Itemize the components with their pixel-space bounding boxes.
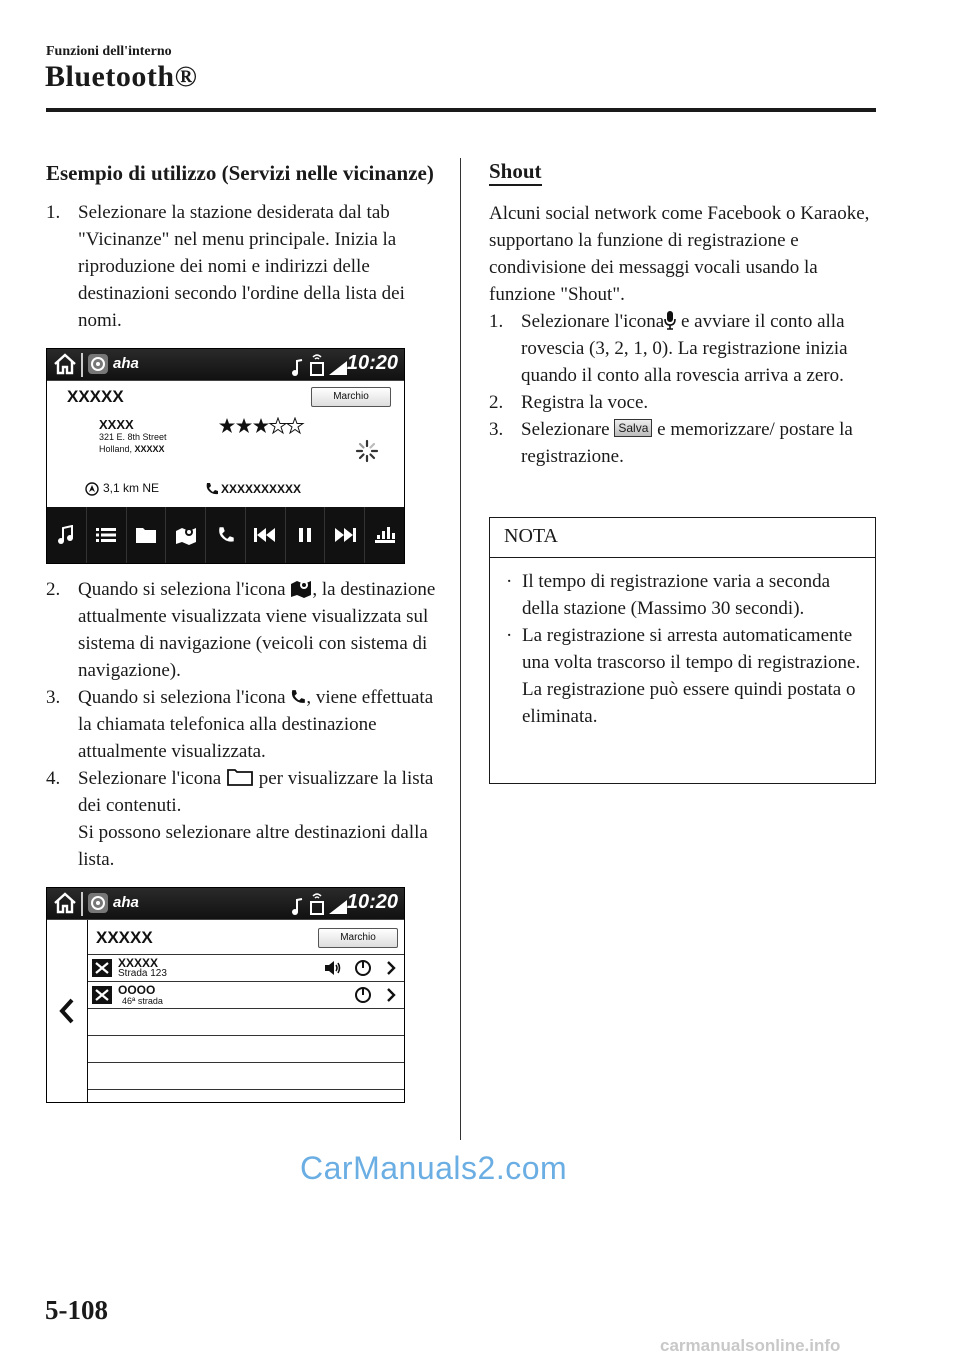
right-column: [489, 158, 877, 470]
shout-intro: Alcuni social network come Facebook o Karaoke, supportano la funzione di registrazione e condivisione dei messaggi vocali usando la funzione "Shout".: [489, 203, 870, 305]
phone-icon: [290, 688, 306, 706]
equalizer-icon: [374, 526, 396, 544]
previous-button[interactable]: [246, 507, 286, 563]
pause-button[interactable]: [286, 507, 326, 563]
destination-name: XXXX: [99, 417, 134, 432]
loading-spinner-icon: [355, 439, 379, 463]
skip-forward-icon: [334, 527, 356, 543]
folder-icon: [135, 526, 157, 544]
usage-steps: [46, 199, 442, 334]
empty-row-line: [88, 1062, 405, 1063]
distance-text: 3,1 km NE: [103, 481, 160, 495]
aha-nearby-screen: [46, 348, 405, 564]
status-icons: [291, 890, 351, 918]
aha-content-list-screen: [46, 887, 405, 1103]
watermark: CarManuals2.com: [300, 1150, 568, 1186]
note-item: · La registrazione si arresta automaticamente una volta trascorso il tempo di registrazione. La registrazione può essere quindi postata o eliminata.: [506, 625, 861, 727]
page-title: Bluetooth®: [45, 60, 198, 93]
note-list: [490, 558, 875, 730]
list-item[interactable]: XXXXX Strada 123: [88, 955, 405, 981]
usage-step-2: 2. Quando si seleziona l'icona , la destinazione attualmente visualizzata viene visualizzata sul sistema di navigazione (veicoli con sistema di navigazione).: [46, 579, 436, 681]
speaker-icon: [324, 960, 342, 976]
list-button[interactable]: [87, 507, 127, 563]
usage-steps-continued: [46, 576, 442, 873]
shout-heading: Shout: [489, 158, 542, 186]
aha-logo-icon: [87, 353, 109, 375]
empty-row-line: [88, 1035, 405, 1036]
music-button[interactable]: [47, 507, 87, 563]
phone-icon: [217, 526, 235, 544]
folder-button[interactable]: [127, 507, 167, 563]
list-item[interactable]: OOOO 46ª strada: [88, 982, 405, 1008]
list-title: XXXXX: [96, 928, 153, 947]
aha-logo-icon: [87, 892, 109, 914]
screen-content: [47, 381, 404, 507]
timer-icon: [354, 986, 372, 1004]
app-name: aha: [113, 355, 139, 372]
shout-steps: [489, 308, 877, 470]
watermark-footer: carmanualsonline.info: [660, 1336, 841, 1355]
marchio-button[interactable]: Marchio: [311, 387, 391, 407]
back-panel[interactable]: [47, 920, 87, 1103]
skip-back-icon: [254, 527, 276, 543]
clock: 10:20: [346, 352, 398, 374]
usage-step-4: 4. Selezionare l'icona per visualizzare la lista dei contenuti. Si possono selezionare altre destinazioni dalla lista.: [46, 768, 434, 870]
phone-icon[interactable]: [205, 482, 219, 496]
status-icons: [291, 351, 351, 379]
empty-row-line: [88, 1089, 405, 1090]
note-item: · Il tempo di registrazione varia a seconda della stazione (Massimo 30 secondi).: [506, 571, 831, 619]
content-list: [88, 920, 405, 1103]
timer-icon: [354, 959, 372, 977]
shout-step-2: 2. Registra la voce.: [489, 392, 649, 413]
map-pin-icon: [175, 525, 197, 545]
page-number: 5-108: [45, 1295, 108, 1325]
left-column: [46, 160, 442, 1103]
clock: 10:20: [346, 891, 398, 913]
chevron-left-icon: [59, 998, 75, 1024]
destination-address-1: 321 E. 8th Street: [99, 432, 167, 442]
section-label: Funzioni dell'interno: [46, 44, 172, 59]
note-box: [489, 517, 876, 784]
phone-number: XXXXXXXXXX: [221, 482, 302, 496]
station-icon: [91, 985, 113, 1005]
header-rule: [46, 108, 876, 112]
next-button[interactable]: [325, 507, 365, 563]
note-heading: NOTA: [490, 518, 875, 558]
screen-toolbar: [47, 507, 404, 563]
usage-step-1: 1. Selezionare la stazione desiderata dal tab "Vicinanze" nel menu principale. Inizia la riproduzione dei nomi e indirizzi delle destinazioni secondo l'ordine della lista dei nomi.: [46, 202, 405, 331]
chevron-right-icon: [386, 987, 396, 1003]
map-icon: [290, 578, 312, 598]
shout-step-1: 1. Selezionare l'icona e avviare il conto alla rovescia (3, 2, 1, 0). La registrazione inizia quando il conto alla rovescia arriva a zero.: [489, 311, 848, 386]
rating-stars: [219, 417, 305, 435]
usage-step-3: 3. Quando si seleziona l'icona , viene effettuata la chiamata telefonica alla destinazione attualmente visualizzata.: [46, 687, 434, 762]
content-list-icon: [226, 767, 254, 787]
empty-row-line: [88, 1008, 405, 1009]
column-divider: [460, 158, 461, 1140]
list-icon: [96, 527, 116, 543]
home-icon: [53, 892, 77, 914]
equalizer-button[interactable]: [365, 507, 404, 563]
app-name: aha: [113, 894, 139, 911]
screen-status-bar: [47, 349, 404, 381]
shout-step-3: 3. Selezionare Salva e memorizzare/ postare la registrazione.: [489, 419, 853, 467]
salva-button: Salva: [614, 419, 652, 437]
station-icon: [91, 958, 113, 978]
map-button[interactable]: [166, 507, 206, 563]
usage-example-heading: Esempio di utilizzo (Servizi nelle vicinanze): [46, 161, 434, 185]
home-icon: [53, 353, 77, 375]
pause-icon: [298, 527, 312, 543]
microphone-icon: [664, 310, 676, 330]
music-note-icon: [56, 525, 76, 545]
destination-address-2: Holland, XXXXX: [99, 444, 165, 454]
station-title: XXXXX: [67, 387, 124, 406]
screen-status-bar: [47, 888, 404, 920]
navigation-direction-icon: [85, 482, 99, 496]
chevron-right-icon: [386, 960, 396, 976]
marchio-button[interactable]: Marchio: [318, 928, 398, 948]
call-button[interactable]: [206, 507, 246, 563]
